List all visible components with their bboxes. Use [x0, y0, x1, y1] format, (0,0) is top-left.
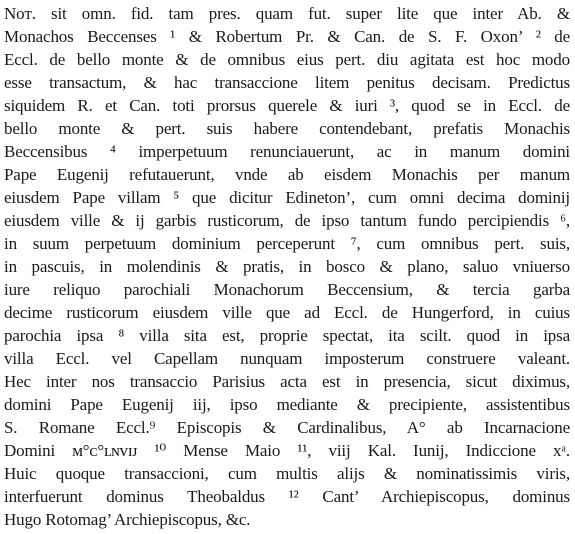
- charter-line: decime rusticorum eiusdem ville que ad Eccl. de Hungerford, in cuius: [4, 303, 570, 322]
- charter-line: in suum perpetuum dominium perceperunt ⁷, cum omnibus pert. suis,: [4, 234, 570, 253]
- charter-line: in pascuis, in molendinis & pratis, in bosco & plano, saluo vniuerso: [4, 257, 570, 276]
- charter-line: S. Romane Eccl.⁹ Episcopis & Cardinalibus, A° ab Incarnacione: [4, 418, 570, 437]
- charter-line: Nᴏᴛ. sit omn. fid. tam pres. quam fut. super lite que inter Ab. &: [4, 4, 570, 23]
- charter-line: esse transactum, & hac transaccione litem penitus decisam. Predictus: [4, 73, 570, 92]
- charter-line: eiusdem ville & ij garbis rusticorum, de ipso tantum fundo percipiendis ⁶,: [4, 211, 570, 230]
- charter-line: Domini ᴍ°ᴄ°ʟɴᴠɪᴊ ¹⁰ Mense Maio ¹¹, viij Kal. Iunij, Indiccione xᵃ.: [4, 441, 570, 460]
- charter-line: eiusdem Pape villam ⁵ que dicitur Edineton’, cum omni decima dominij: [4, 188, 570, 207]
- charter-line: villa Eccl. vel Capellam nunquam imposterum construere valeant.: [4, 349, 570, 368]
- charter-line: domini Pape Eugenij iij, ipso mediante & precipiente, assistentibus: [4, 395, 570, 414]
- charter-line: bello monte & pert. suis habere contendebant, prefatis Monachis: [4, 119, 570, 138]
- charter-line: interfuerunt dominus Theobaldus ¹² Cant’ Archiepiscopus, dominus: [4, 487, 570, 506]
- charter-line: Monachos Beccenses ¹ & Robertum Pr. & Can. de S. F. Oxon’ ² de: [4, 27, 570, 46]
- charter-line-final: Hugo Rotomag’ Archiepiscopus, &c.: [4, 510, 251, 529]
- charter-line: Eccl. de bello monte & de omnibus eius pert. diu agitata est hoc modo: [4, 50, 570, 69]
- charter-line: iure reliquo parochiali Monachorum Beccensium, & tercia garba: [4, 280, 570, 299]
- charter-line: parochia ipsa ⁸ villa sita est, proprie spectat, ita scilt. quod in ipsa: [4, 326, 570, 345]
- charter-line: siquidem R. et Can. toti prorsus querele & iuri ³, quod se in Eccl. de: [4, 96, 570, 115]
- charter-line: Pape Eugenij refutauerunt, vnde ab eisdem Monachis per manum: [4, 165, 570, 184]
- charter-line: Hec inter nos transaccio Parisius acta est in presencia, sicut diximus,: [4, 372, 570, 391]
- charter-line: Beccensibus ⁴ imperpetuum renunciauerunt, ac in manum domini: [4, 142, 570, 161]
- charter-line: Huic quoque transaccioni, cum multis alijs & nominatissimis viris,: [4, 464, 570, 483]
